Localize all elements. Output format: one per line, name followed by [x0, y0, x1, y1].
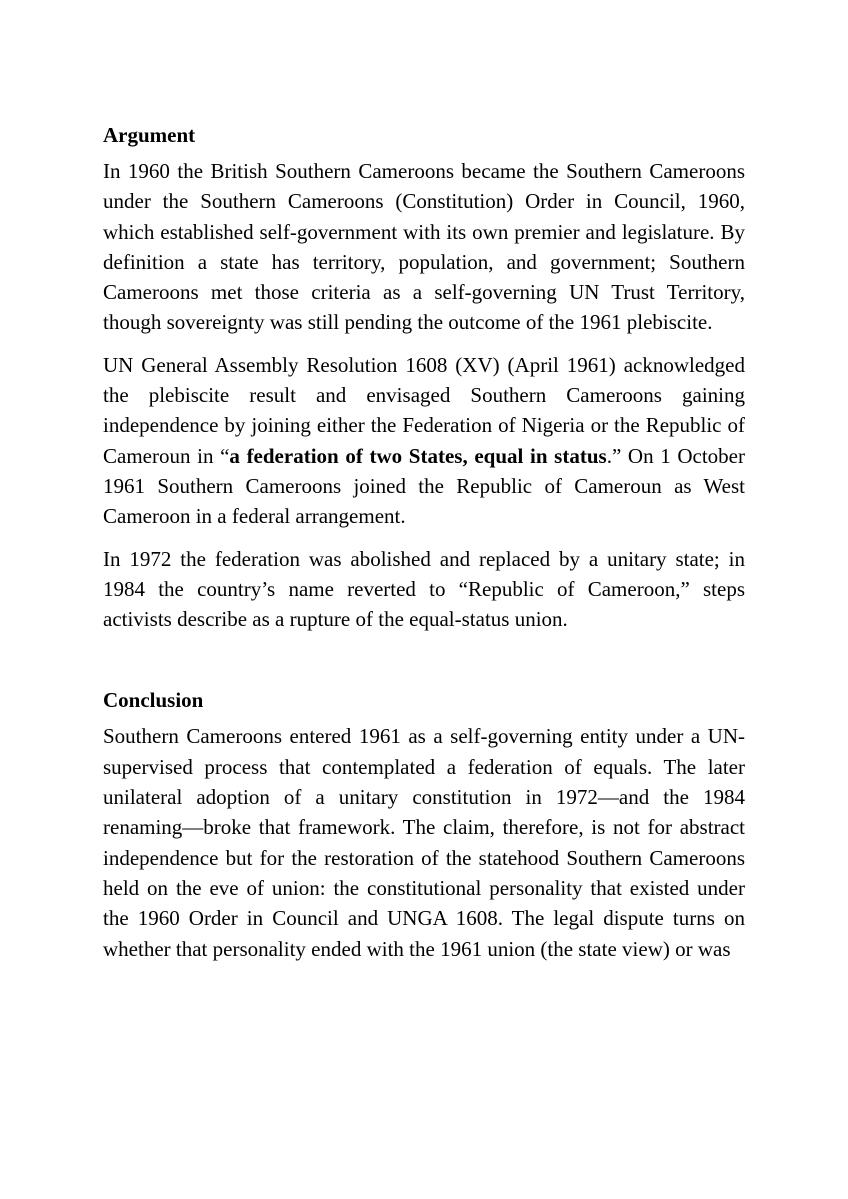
argument-heading: Argument: [103, 123, 196, 147]
argument-paragraph-2: [103, 350, 745, 532]
argument-paragraph-1: In 1960 the British Southern Cameroons became the Southern Cameroons under the Southern Cameroons (Constitution) Order in Council, 1960, which established self-government with its own premier and legislature. By definition a state has territory, population, and government; Southern Cameroons met those criteria as a self-governing UN Trust Territory, though sovereignty was still pending the outcome of the 1961 plebiscite.: [103, 159, 745, 335]
argument-paragraph-2-end: .” On 1 October 1961 Southern Cameroons joined the Republic of Cameroun as West Cameroon in a federal arrangement.: [103, 443, 745, 529]
conclusion-paragraph: Southern Cameroons entered 1961 as a self-governing entity under a UN-supervised process that contemplated a federation of equals. The later unilateral adoption of a unitary constitution in 1972—and the 1984 renaming—broke that framework. The claim, therefore, is not for abstract independence but for the restoration of the statehood Southern Cameroons held on the eve of union: the constitutional personality that existed under the 1960 Order in Council and UNGA 1608. The legal dispute turns on whether that personality ended with the 1961 union (the state view) or was: [103, 724, 745, 961]
argument-paragraph-3: In 1972 the federation was abolished and replaced by a unitary state; in 1984 the country’s name reverted to “Republic of Cameroon,” steps activists describe as a rupture of the equal-status union.: [103, 546, 745, 632]
bold-quote: a federation of two States, equal in status: [229, 443, 607, 468]
conclusion-heading: Conclusion: [103, 688, 204, 713]
document-page: [103, 119, 745, 976]
argument-paragraph-2-start: UN General Assembly Resolution 1608 (XV) (April 1961) acknowledged the plebiscite result and envisaged Southern Cameroons gaining independence by joining either the Federation of Nigeria or the Republic of Cameroun in “: [103, 352, 745, 468]
